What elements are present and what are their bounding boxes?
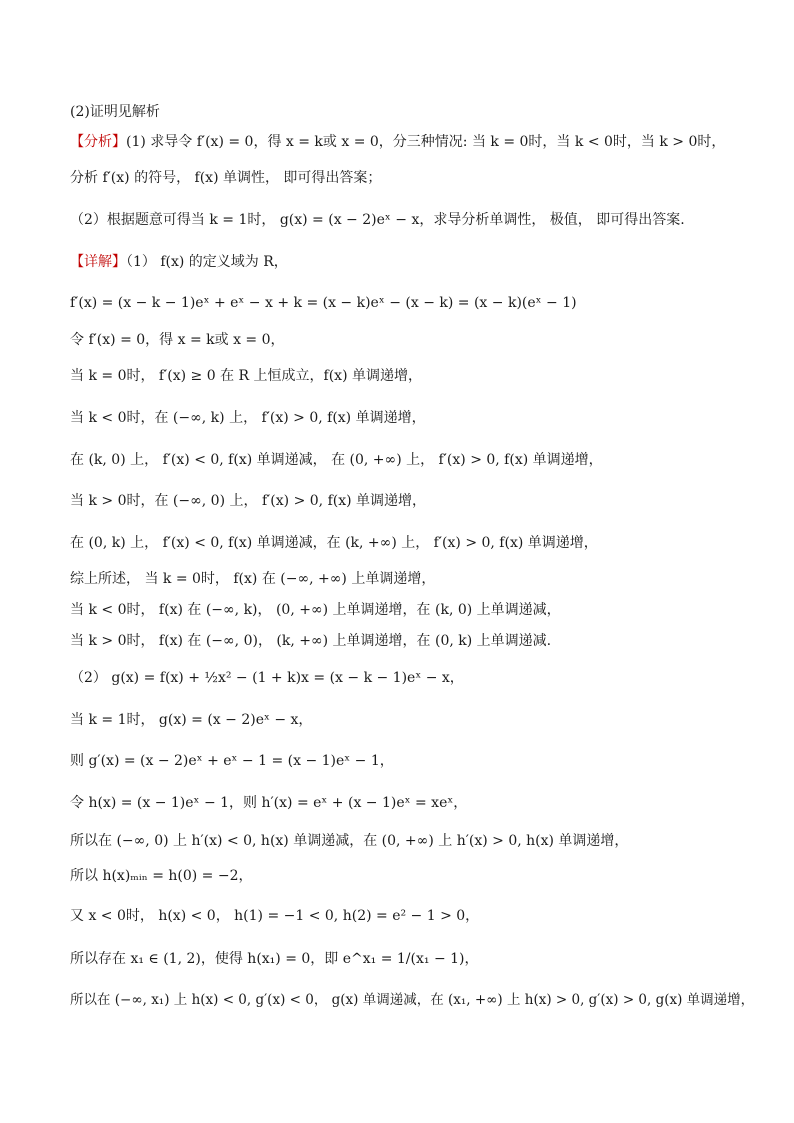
analysis-tag: 【分析】: [70, 134, 126, 150]
math-line: 当 k < 0时， f(x) 在 (−∞, k)， (0, +∞) 上单调递增，在 (k, 0) 上单调递减，: [70, 602, 561, 618]
analysis-line-3: （2）根据题意可得当 k = 1时， g(x) = (x − 2)eˣ − x，求导分析单调性， 极值， 即可得出答案.: [70, 212, 685, 228]
detail-text-1: （1） f(x) 的定义域为 R，: [126, 254, 288, 270]
answer-line: (2)证明见解析: [70, 104, 160, 120]
math-line: 所以在 (−∞, x₁) 上 h(x) < 0, g′(x) < 0， g(x) 单调递减，在 (x₁, +∞) 上 h(x) > 0, g′(x) > 0, g(x) 单调递增，: [70, 992, 755, 1008]
detail-tag: 【详解】: [70, 254, 126, 270]
math-line: 所以存在 x₁ ∈ (1, 2)，使得 h(x₁) = 0，即 e^x₁ = 1/(x₁ − 1)，: [70, 951, 479, 967]
math-line: 当 k > 0时，在 (−∞, 0) 上， f′(x) > 0, f(x) 单调递增，: [70, 493, 427, 509]
detail-line-1: [70, 252, 760, 272]
analysis-line-1: [70, 132, 760, 152]
math-line: 当 k > 0时， f(x) 在 (−∞, 0)， (k, +∞) 上单调递增，在 (0, k) 上单调递减.: [70, 633, 552, 649]
math-line: 所以在 (−∞, 0) 上 h′(x) < 0, h(x) 单调递减，在 (0, +∞) 上 h′(x) > 0, h(x) 单调递增，: [70, 833, 629, 849]
math-line: 所以 h(x)ₘᵢₙ = h(0) = −2，: [70, 868, 253, 884]
math-line: 令 h(x) = (x − 1)eˣ − 1，则 h′(x) = eˣ + (x − 1)eˣ = xeˣ，: [70, 795, 468, 811]
math-line: 当 k = 1时， g(x) = (x − 2)eˣ − x，: [70, 712, 313, 728]
math-line: 当 k = 0时， f′(x) ≥ 0 在 R 上恒成立，f(x) 单调递增，: [70, 368, 422, 384]
math-line: 则 g′(x) = (x − 2)eˣ + eˣ − 1 = (x − 1)eˣ − 1，: [70, 753, 394, 769]
math-line: 在 (k, 0) 上， f′(x) < 0, f(x) 单调递减， 在 (0, +∞) 上， f′(x) > 0, f(x) 单调递增，: [70, 452, 603, 468]
math-line: （2） g(x) = f(x) + ½x² − (1 + k)x = (x − k − 1)eˣ − x，: [70, 670, 464, 686]
math-line: 令 f′(x) = 0，得 x = k或 x = 0，: [70, 332, 285, 348]
math-line: 当 k < 0时，在 (−∞, k) 上， f′(x) > 0, f(x) 单调递增，: [70, 410, 426, 426]
math-line: 又 x < 0时， h(x) < 0， h(1) = −1 < 0, h(2) = e² − 1 > 0，: [70, 908, 480, 924]
math-line: f′(x) = (x − k − 1)eˣ + eˣ − x + k = (x − k)eˣ − (x − k) = (x − k)(eˣ − 1): [70, 295, 577, 311]
analysis-text-1: (1) 求导令 f′(x) = 0，得 x = k或 x = 0，分三种情况: 当 k = 0时，当 k < 0时，当 k > 0时，: [126, 134, 726, 150]
analysis-line-2: 分析 f′(x) 的符号， f(x) 单调性， 即可得出答案；: [70, 170, 382, 186]
math-line: 在 (0, k) 上， f′(x) < 0, f(x) 单调递减，在 (k, +∞) 上， f′(x) > 0, f(x) 单调递增，: [70, 535, 598, 551]
math-line: 综上所述， 当 k = 0时， f(x) 在 (−∞, +∞) 上单调递增，: [70, 571, 436, 587]
